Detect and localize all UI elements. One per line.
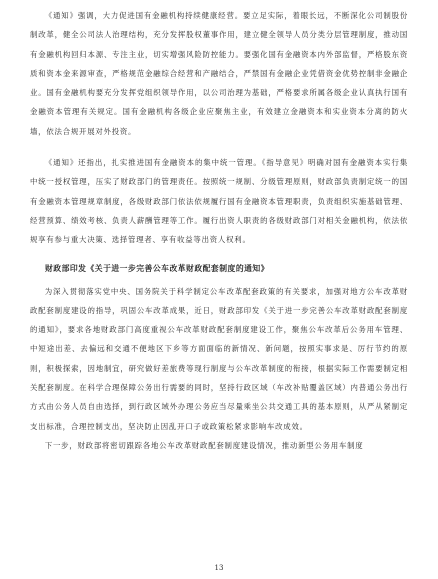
paragraph-vehicle-reform-notice: 为深入贯彻落实党中央、国务院关于科学制定公车改革配套政策的有关要求，加强对地方公车改革财政配套制度建设的指导，巩固公车改革成果，近日，财政部印发《关于进一步完善公车改革财政配套制度的通知》，要求各地财政部门高度重视公车改革财政配套制度建设工作，聚焦公车改革后公务用车管理、中短途出差、去偏远和交通不便地区下乡等方面面临的新情况、新问题，按照实事求是、厉行节约的原则，积极探索，因地制宜，研究做好差旅费等现行制度与公车改革制度的衔接，根据实际工作需要制定相关配套制度。在科学合理保障公务出行需要的同时，坚持行政区域（车改补贴覆盖区域）内普通公务出行方式由公务人员自由选择，到行政区域外办理公务应当尽量乘坐公共交通工具的基本原则，从严从紧制定支出标准，合理控制支出，坚决防止因乱开口子或政策松紧求影响车改成效。 bbox=[30, 286, 408, 431]
section-heading: 财政部印发《关于进一步完善公车改革财政配套制度的通知》 bbox=[45, 263, 270, 273]
paragraph-financial-institutions-management: 《通知》强调，大力促进国有金融机构持续健康经营。要立足实际，着眼长远，不断深化公司制股份制改革，健全公司法人治理结构，充分发挥股权董事作用，建立健全领导人员分类分层管理制度，推动国有金融机构回归本源、专注主业，切实增强风险防控能力。要强化国有金融资本内外部监督，严格股东资质和资本金来源审查，严格规范金融综合经营和产融结合，严禁国有金融企业凭借资金优势控制非金融企业。国有金融机构要充分发挥党组织领导作用，以公司治理为基础，严格要求所属各级企业认真执行国有金融资本管理有关规定。国有金融机构各级企业应聚焦主业，有效建立金融资本和实业资本分离的防火墙，依法合规开展对外投资。 bbox=[30, 11, 408, 136]
paragraph-next-steps: 下一步，财政部将密切跟踪各地公车改革财政配套制度建设情况，推动新型公务用车制度 bbox=[44, 440, 364, 450]
paragraph-financial-capital-unified-management: 《通知》还指出，扎实推进国有金融资本的集中统一管理。《指导意见》明确对国有金融资本实行集中统一授权管理，压实了财政部门的管理责任。按照统一规制、分级管理原则，财政部负责制定统一的国有金融资本管理规章制度，各级财政部门依法依规履行国有金融资本管理职责，负责组织实施基础管理、经营预算、绩效考核、负责人薪酬管理等工作。履行出资人职责的各级财政部门对相关金融机构，依法依规享有参与重大决策、选择管理者、享有收益等出资人权利。 bbox=[30, 158, 408, 245]
page-number: 13 bbox=[214, 564, 224, 572]
